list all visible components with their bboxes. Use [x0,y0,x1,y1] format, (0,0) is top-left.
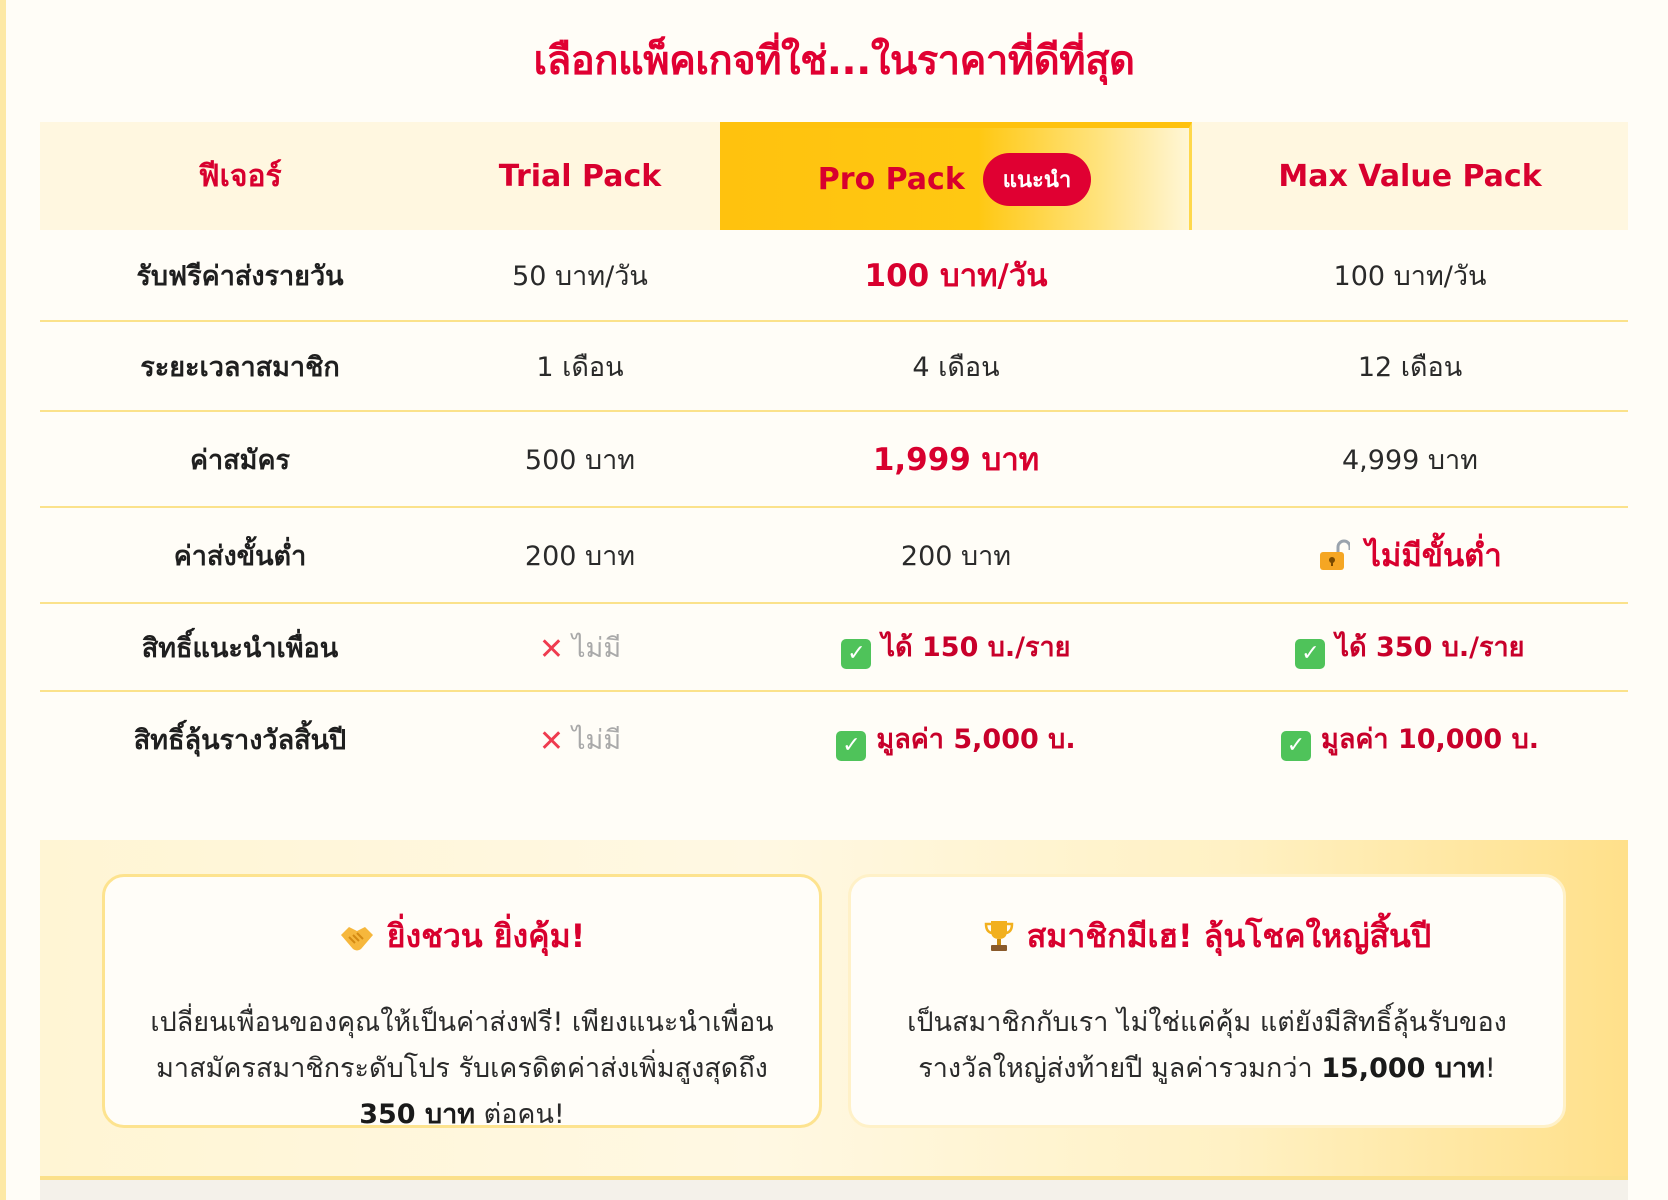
unlocked-lock-icon [1318,538,1350,576]
header-max-label: Max Value Pack [1278,158,1542,194]
feature-label: รับฟรีค่าส่งรายวัน [136,260,344,292]
feature-label: สิทธิ์ลุ้นรางวัลสิ้นปี [133,724,347,756]
max-value: 100 บาท/วัน [1333,260,1487,292]
referral-body-bold: 350 บาท [359,1099,476,1130]
feature-label: สิทธิ์แนะนำเพื่อน [141,632,339,664]
trial-value: 500 บาท [524,444,636,476]
lucky-body-text: เป็นสมาชิกกับเรา ไม่ใช่แค่คุ้ม แต่ยังมีสิทธิ์ลุ้นรับของ รางวัลใหญ่ส่งท้ายปี มูลค่ารวมกว่า [907,1007,1507,1084]
table-row [40,692,1628,786]
header-trial-label: Trial Pack [498,158,662,194]
feature-label: ค่าส่งขั้นต่ำ [173,540,307,572]
lucky-draw-promo-card [848,874,1566,1128]
pro-value: มูลค่า 5,000 บ. [876,724,1076,755]
pro-value: 4 เดือน [912,351,1000,383]
referral-promo-body [135,1000,789,1138]
header-feature-cell [40,122,440,230]
check-mark-icon: ✓ [1281,731,1311,761]
header-pro-cell [720,122,1192,230]
table-header-row [40,122,1628,230]
referral-body-text: เปลี่ยนเพื่อนของคุณให้เป็นค่าส่งฟรี! เพียงแนะนำเพื่อน มาสมัครสมาชิกระดับโปร รับเครดิตค่าส่งเพิ่มสูงสุดถึง [150,1007,774,1084]
handshake-icon [339,921,375,961]
header-max-cell [1192,122,1628,230]
lucky-draw-promo-title [851,911,1563,962]
header-pro-label: Pro Pack [817,161,965,197]
referral-promo-title-text: ยิ่งชวน ยิ่งคุ้ม! [386,917,586,955]
max-value: มูลค่า 10,000 บ. [1321,724,1539,755]
table-row [40,604,1628,692]
table-row [40,412,1628,508]
header-feature-label: ฟีเจอร์ [198,158,282,194]
check-mark-icon: ✓ [1295,639,1325,669]
trial-value: ไม่มี [571,724,622,756]
trial-value: 50 บาท/วัน [512,260,648,292]
pro-value: 100 บาท/วัน [864,258,1048,294]
trial-value: 200 บาท [524,540,636,572]
lucky-body-bold: 15,000 บาท [1321,1053,1485,1084]
check-mark-icon: ✓ [841,639,871,669]
trial-value: 1 เดือน [536,351,624,383]
cross-mark-icon: ✕ [538,631,564,667]
header-trial-cell [440,122,720,230]
trophy-icon [983,919,1015,961]
table-row [40,322,1628,412]
promo-section [40,840,1628,1180]
page-left-border [0,0,6,1200]
recommended-badge: แนะนำ [983,153,1091,206]
check-mark-icon: ✓ [836,731,866,761]
feature-label: ค่าสมัคร [189,444,291,476]
feature-label: ระยะเวลาสมาชิก [140,351,340,383]
lucky-body-end: ! [1484,1053,1496,1084]
pro-value: 1,999 บาท [872,442,1040,478]
page-title: เลือกแพ็คเกจที่ใช่...ในราคาที่ดีที่สุด [533,38,1135,84]
lucky-draw-promo-title-text: สมาชิกมีเฮ! ลุ้นโชคใหญ่สิ้นปี [1026,917,1432,955]
max-value: 12 เดือน [1357,351,1463,383]
pro-value: ได้ 150 บ./ราย [881,632,1071,663]
bottom-divider [40,1180,1628,1200]
package-comparison-table [40,122,1628,786]
max-value: 4,999 บาท [1342,444,1478,476]
referral-promo-card [102,874,822,1128]
max-value: ได้ 350 บ./ราย [1335,632,1525,663]
referral-body-end: ต่อคน! [475,1099,565,1130]
pro-value: 200 บาท [900,540,1012,572]
trial-value: ไม่มี [571,632,622,664]
lucky-draw-promo-body [881,1000,1533,1092]
max-value: ไม่มีขั้นต่ำ [1365,538,1502,574]
cross-mark-icon: ✕ [538,723,564,759]
referral-promo-title [105,911,819,962]
table-row [40,508,1628,604]
table-row [40,230,1628,322]
